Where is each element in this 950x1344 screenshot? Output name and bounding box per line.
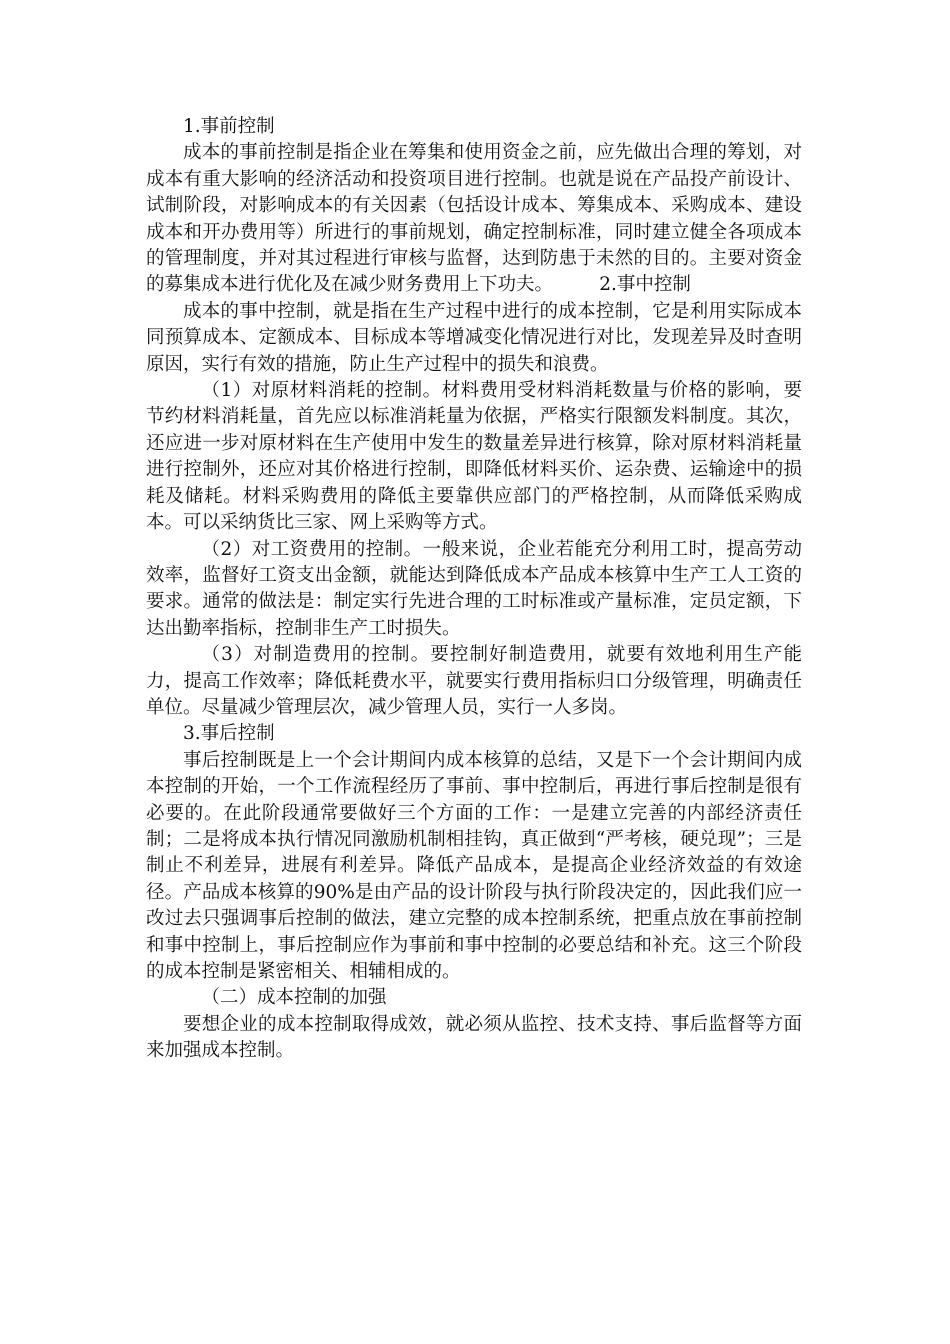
document-page — [146, 114, 802, 1065]
section-heading-strengthening: （二）成本控制的加强 — [201, 987, 387, 1009]
paragraph-post-control: 事后控制既是上一个会计期间内成本核算的总结，又是下一个会计期间内成本控制的开始，一个工作流程经历了事前、事中控制后，再进行事后控制是很有必要的。在此阶段通常要做好三个方面的工作：一是建立完善的内部经济责任制；二是将成本执行情况同激励机制相挂钩，真正做到“严考核，硬兑现”；三是制止不利差异，进展有利差异。降低产品成本，是提高企业经济效益的有效途径。产品成本核算的90%是由产品的设计阶段与执行阶段决定的，因此我们应一改过去只强调事后控制的做法，建立完整的成本控制系统，把重点放在事前控制和事中控制上，事后控制应作为事前和事中控制的必要总结和补充。这三个阶段的成本控制是紧密相关、相辅相成的。 — [146, 749, 802, 982]
section-heading-post-control: 3.事后控制 — [183, 723, 275, 745]
paragraph-in-process-control: 成本的事中控制，就是指在生产过程中进行的成本控制，它是利用实际成本同预算成本、定额成本、目标成本等增减变化情况进行对比，发现差异及时查明原因，实行有效的措施，防止生产过程中的损失和浪费。 — [146, 300, 802, 375]
paragraph-pre-control: 成本的事前控制是指企业在筹集和使用资金之前，应先做出合理的筹划，对成本有重大影响的经济活动和投资项目进行控制。也就是说在产品投产前设计、试制阶段，对影响成本的有关因素（包括设计成本、筹集成本、采购成本、建设成本和开办费用等）所进行的事前规划，确定控制标准，同时建立健全各项成本的管理制度，并对其过程进行审核与监督，达到防患于未然的目的。主要对资金的募集成本进行优化及在减少财务费用上下功夫。 2.事中控制 — [146, 142, 802, 296]
paragraph-overhead-control: （3）对制造费用的控制。要控制好制造费用，就要有效地利用生产能力，提高工作效率；降低耗费水平，就要实行费用指标归口分级管理，明确责任单位。尽量减少管理层次，减少管理人员，实行一人多岗。 — [146, 644, 802, 718]
paragraph-wage-control: （2）对工资费用的控制。一般来说，企业若能充分利用工时，提高劳动效率，监督好工资支出金额，就能达到降低成本产品成本核算中生产工人工资的要求。通常的做法是：制定实行先进合理的工时标准或产量标准，定员定额，下达出勤率指标，控制非生产工时损失。 — [146, 538, 802, 639]
section-heading-pre-control: 1.事前控制 — [183, 116, 275, 137]
paragraph-strengthening: 要想企业的成本控制取得成效，就必须从监控、技术支持、事后监督等方面来加强成本控制。 — [146, 1013, 802, 1062]
paragraph-material-control: （1）对原材料消耗的控制。材料费用受材料消耗数量与价格的影响，要节约材料消耗量，首先应以标准消耗量为依据，严格实行限额发料制度。其次，还应进一步对原材料在生产使用中发生的数量差异进行核算，除对原材料消耗量进行控制外，还应对其价格进行控制，即降低材料买价、运杂费、运输途中的损耗及储耗。材料采购费用的降低主要靠供应部门的严格控制，从而降低采购成本。可以采纳货比三家、网上采购等方式。 — [146, 380, 802, 534]
